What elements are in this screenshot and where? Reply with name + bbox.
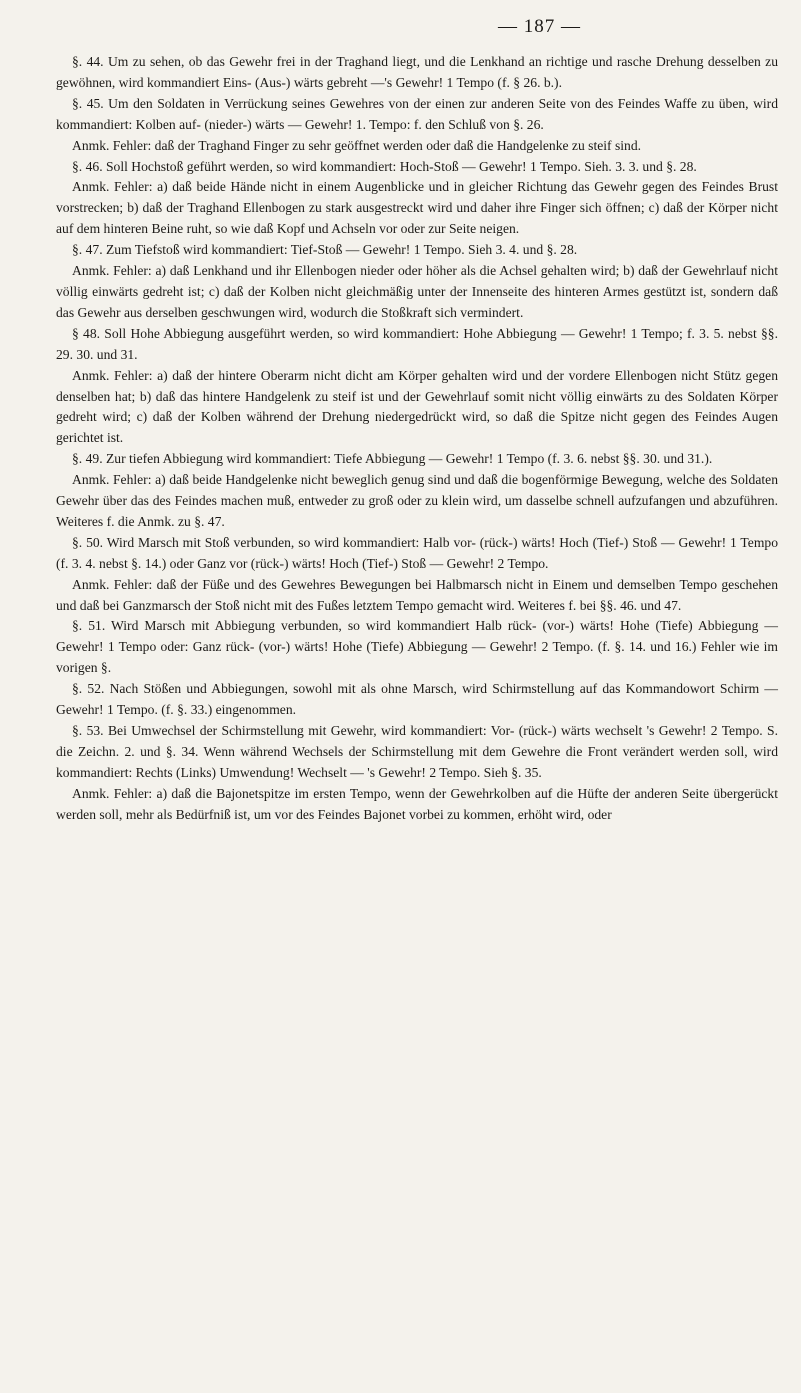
page-header bbox=[0, 16, 801, 44]
paragraph-53: §. 53. Bei Umwechsel der Schirmstellung mit Gewehr, wird kommandiert: Vor- (rück-) wärts wechselt 's Gewehr! 2 Tempo. S. die Zeichn. 2. und §. 34. Wenn während Wechsels der Schirmstellung mit dem Gewehre die Front verändert werden soll, wird kommandiert: Rechts (Links) Umwendung! Wechselt — 's Gewehr! 2 Tempo. Sieh §. 35. bbox=[56, 723, 778, 780]
note-47: Anmk. Fehler: a) daß Lenkhand und ihr Ellenbogen nieder oder höher als die Achsel gehalten wird; b) daß der Gewehrlauf nicht völlig einwärts gedreht ist; c) daß der Kolben nicht gleichmäßig unter der Innenseite des hinteren Armes gestützt ist, sondern daß das Gewehr aus derselben geschwungen wird, wodurch die Stoßkraft sich vermindert. bbox=[56, 263, 778, 320]
paragraph-45: §. 45. Um den Soldaten in Verrückung seines Gewehres von der einen zur anderen Seite von des Feindes Waffe zu üben, wird kommandiert: Kolben auf- (nieder-) wärts — Gewehr! 1. Tempo: f. den Schluß von §. 26. bbox=[56, 95, 778, 132]
paragraph-50: §. 50. Wird Marsch mit Stoß verbunden, so wird kommandiert: Halb vor- (rück-) wärts! Hoch (Tief-) Stoß — Gewehr! 1 Tempo (f. 3. 4. nebst §. 14.) oder Ganz vor (rück-) wärts! Hoch (Tief-) Stoß — Gewehr! 2 Tempo. bbox=[56, 534, 778, 571]
paragraph-44: §. 44. Um zu sehen, ob das Gewehr frei in der Traghand liegt, und die Lenkhand an richtige und rasche Drehung desselben zu gewöhnen, wird kommandiert Eins- (Aus-) wärts gebreht —'s Gewehr! 1 Tempo (f. § 26. b.). bbox=[56, 54, 778, 90]
note-53: Anmk. Fehler: a) daß die Bajonetspitze im ersten Tempo, wenn der Gewehrkolben auf die Hüfte der anderen Seite übergerückt werden soll, mehr als Bedürfniß ist, um vor des Feindes Bajonet vorbei zu kommen, erhöht wird, oder bbox=[56, 785, 778, 822]
note-48: Anmk. Fehler: a) daß der hintere Oberarm nicht dicht am Körper gehalten wird und der vordere Ellenbogen nicht Stütz gegen denselben hat; b) daß das hintere Handgelenk zu steif ist und der Gewehrlauf somit nicht völlig einwärts zu des Soldaten Körper gedreht wird; c) daß der Kolben während der Drehung niedergedrückt wird, so daß die Spitze nicht gegen des Feindes Augen gerichtet ist. bbox=[56, 367, 778, 446]
paragraph-49: §. 49. Zur tiefen Abbiegung wird kommandiert: Tiefe Abbiegung — Gewehr! 1 Tempo (f. 3. 6. nebst §§. 30. und 31.). bbox=[72, 451, 713, 467]
paragraph-48: § 48. Soll Hohe Abbiegung ausgeführt werden, so wird kommandiert: Hohe Abbiegung — Gewehr! 1 Tempo; f. 3. 5. nebst §§. 29. 30. und 31. bbox=[56, 325, 778, 362]
note-49: Anmk. Fehler: a) daß beide Handgelenke nicht beweglich genug sind und daß die bogenförmige Bewegung, welche des Soldaten Gewehr über das des Feindes machen muß, entweder zu groß oder zu klein wird, um dasselbe schnell aufzufangen und abzuführen. Weiteres f. die Anmk. zu §. 47. bbox=[56, 472, 778, 529]
note-50: Anmk. Fehler: daß der Füße und des Gewehres Bewegungen bei Halbmarsch nicht in Einem und demselben Tempo geschehen und daß bei Ganzmarsch der Stoß nicht mit des Fußes letztem Tempo gemacht wird. Weiteres f. bei §§. 46. und 47. bbox=[56, 576, 778, 613]
paragraph-51: §. 51. Wird Marsch mit Abbiegung verbunden, so wird kommandiert Halb rück- (vor-) wärts! Hohe (Tiefe) Abbiegung — Gewehr! 1 Tempo oder: Ganz rück- (vor-) wärts! Hohe (Tiefe) Abbiegung — Gewehr! 2 Tempo. (f. §. 14. und 16.) Fehler wie im vorigen §. bbox=[56, 618, 778, 676]
note-46: Anmk. Fehler: a) daß beide Hände nicht in einem Augenblicke und in gleicher Richtung das Gewehr gegen des Feindes Brust vorstrecken; b) daß der Traghand Ellenbogen zu stark ausgestreckt wird und daher ihre Finger sich öffnen; c) daß der Körper nicht auf dem hinteren Beine ruht, so wie daß Kopf und Achseln vor oder zur Seite neigen. bbox=[56, 179, 778, 237]
note-45: Anmk. Fehler: daß der Traghand Finger zu sehr geöffnet werden oder daß die Handgelenke zu steif sind. bbox=[72, 137, 642, 153]
paragraph-52: §. 52. Nach Stößen und Abbiegungen, sowohl mit als ohne Marsch, wird Schirmstellung auf das Kommandowort Schirm — Gewehr! 1 Tempo. (f. §. 33.) eingenommen. bbox=[56, 681, 778, 718]
paragraph-47: §. 47. Zum Tiefstoß wird kommandiert: Tief-Stoß — Gewehr! 1 Tempo. Sieh 3. 4. und §. 28. bbox=[72, 242, 578, 258]
paragraph-46: §. 46. Soll Hochstoß geführt werden, so wird kommandiert: Hoch-Stoß — Gewehr! 1 Tempo. Sieh. 3. 3. und §. 28. bbox=[72, 158, 697, 174]
page-number: — 187 — bbox=[498, 16, 581, 37]
page-body bbox=[56, 52, 778, 826]
